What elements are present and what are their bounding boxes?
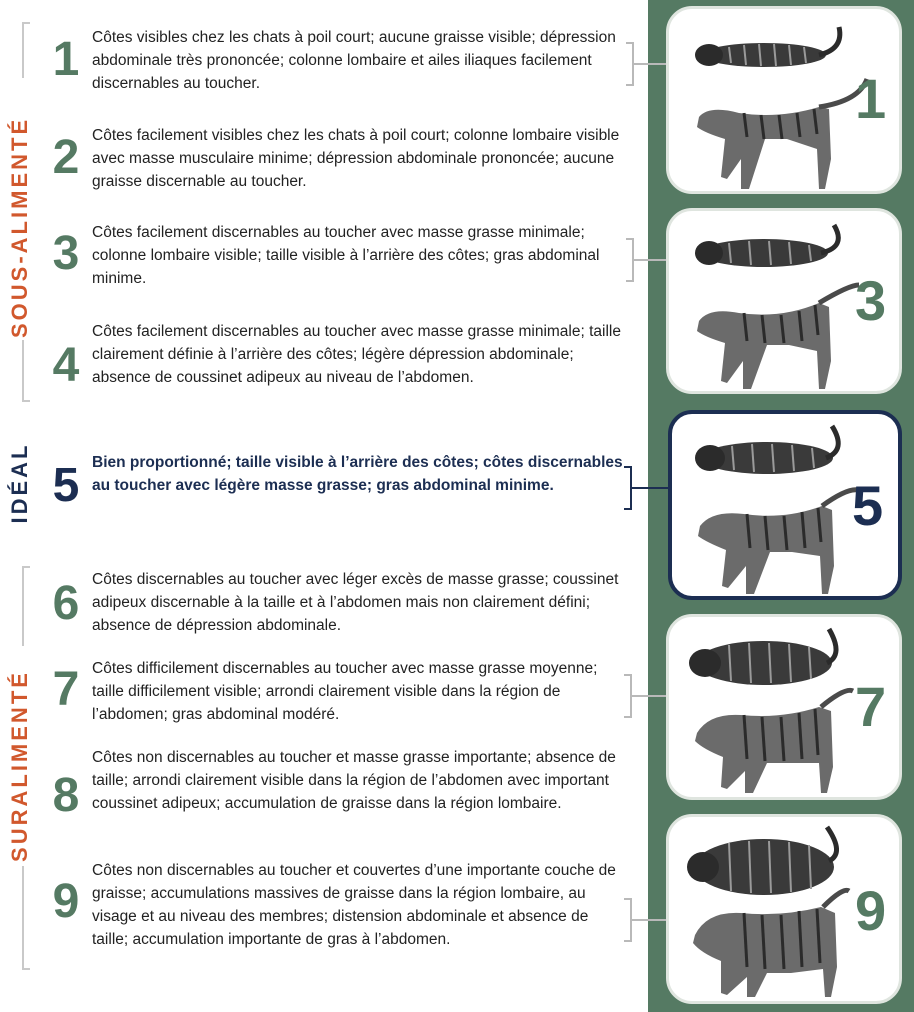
section-label-ideal: IDÉAL [7,442,32,524]
connector-5 [632,487,668,489]
entry-number: 9 [52,875,80,928]
section-label-sous-alimente: SOUS-ALIMENTÉ [7,116,32,338]
connector-7 [632,695,666,697]
entry-description: Côtes non discernables au toucher et couvertes d’une importante couche de graisse; accumulations massives de graisse dans la région lombaire, au visage et au niveau des membres; distension abdominale et absence de taille; accumulation importante de gras à l’abdomen. [92,862,616,948]
cat-card-7 [666,614,902,800]
cat-card-9 [666,814,902,1004]
entry-description: Côtes visibles chez les chats à poil court; aucune graisse visible; dépression abdominale très prononcée; colonne lombaire et ailes iliaques facilement discernables au toucher. [92,29,616,92]
entry-number: 7 [52,663,80,716]
entry-description-ideal: Bien proportionné; taille visible à l’arrière des côtes; côtes discernables au toucher avec légère masse grasse; gras abdominal minime. [92,454,623,494]
card-number: 7 [855,675,887,738]
entry-number: 3 [52,227,80,280]
connector-3 [634,259,666,261]
section-label-suralimente: SURALIMENTÉ [7,670,32,862]
bracket-5 [624,466,632,510]
card-number: 1 [855,67,887,130]
section-tick [22,22,30,24]
section-tick [22,566,30,568]
bracket-9 [624,898,632,942]
cat-card-5 [668,410,902,600]
bracket-7 [624,674,632,718]
entry-number: 4 [52,339,80,392]
cat-card-1 [666,6,902,194]
section-line-sous-bottom [22,340,24,402]
entry-number: 2 [52,131,80,184]
bracket-1 [626,42,634,86]
connector-1 [634,63,666,65]
entry-description: Côtes facilement discernables au toucher avec masse grasse minimale; taille clairement définie à l’arrière des côtes; légère dépression abdominale; absence de coussinet adipeux au niveau de l’abdomen. [92,323,621,386]
card-number: 9 [855,879,887,942]
section-line-sur-bottom [22,866,24,970]
bracket-3 [626,238,634,282]
entry-description: Côtes non discernables au toucher et masse grasse importante; absence de taille; arrondi clairement visible dans la région de l’abdomen avec important coussinet adipeux; accumulation de graisse dans la région lombaire. [92,749,616,812]
entry-number: 1 [52,33,80,86]
entry-description: Côtes facilement discernables au toucher avec masse grasse minimale; colonne lombaire visible; taille visible à l’arrière des côtes; gras abdominal minime. [92,224,600,287]
entry-description: Côtes discernables au toucher avec léger excès de masse grasse; coussinet adipeux discernable à la taille et à l’abdomen mais non clairement défini; absence de dépression abdominale. [92,571,619,634]
entry-number-ideal: 5 [52,459,80,512]
entry-description: Côtes facilement visibles chez les chats à poil court; colonne lombaire visible avec masse musculaire minime; dépression abdominale prononcée; aucune graisse discernable au toucher. [92,127,620,190]
card-number: 5 [852,474,884,537]
card-number: 3 [855,269,887,332]
section-tick [22,400,30,402]
entry-number: 6 [52,577,80,630]
cat-card-3 [666,208,902,394]
entry-description: Côtes difficilement discernables au toucher avec masse grasse moyenne; taille difficilement visible; arrondi clairement visible dans la région de l’abdomen; gras abdominal modéré. [92,660,598,723]
section-line-sous-top [22,22,24,78]
connector-9 [632,919,666,921]
section-tick [22,968,30,970]
section-line-sur-top [22,566,24,646]
entry-number: 8 [52,769,80,822]
